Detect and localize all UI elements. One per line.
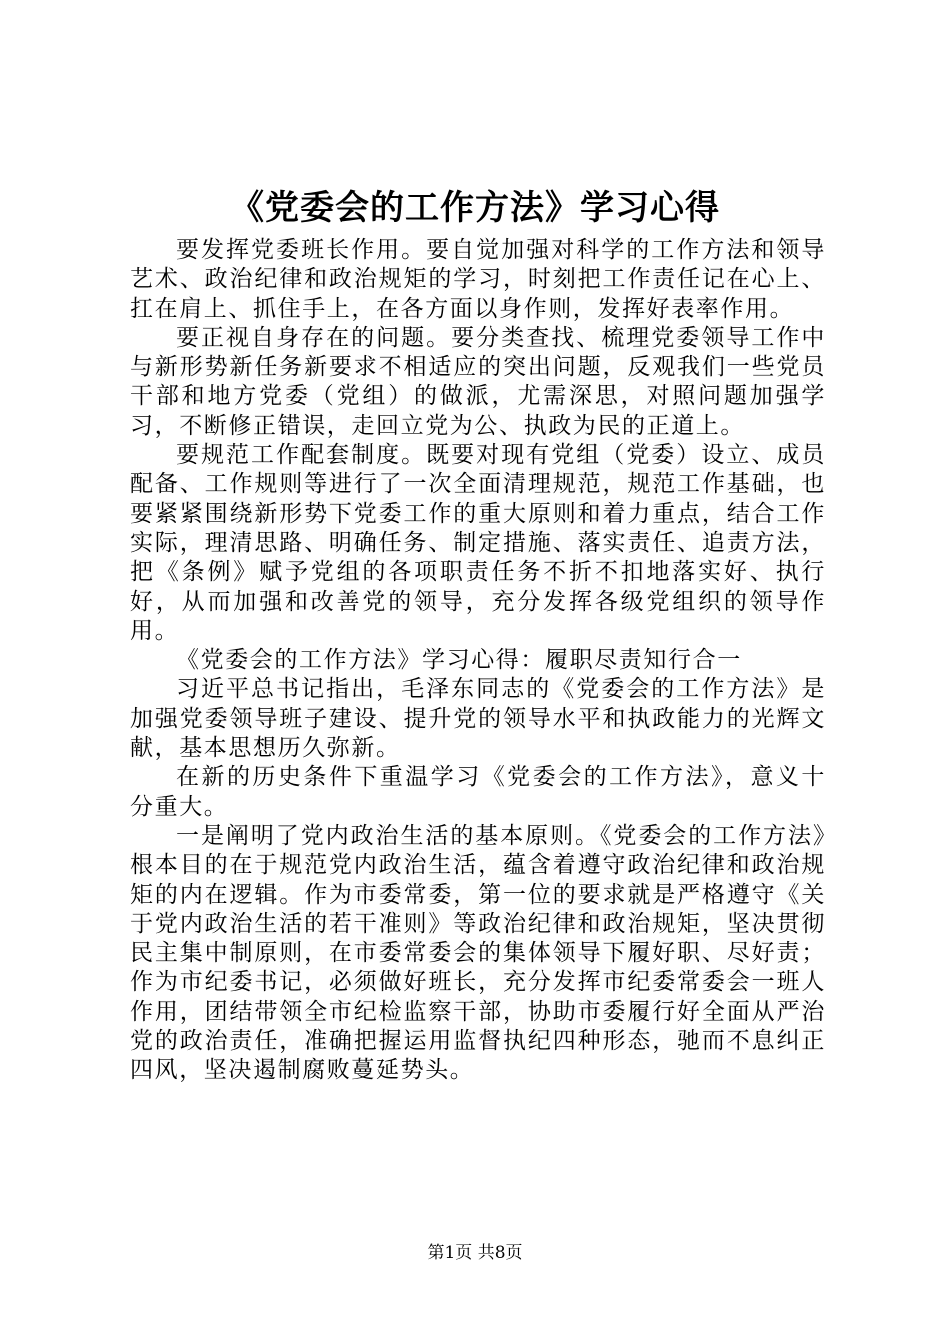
paragraph-3: 要规范工作配套制度。既要对现有党组（党委）设立、成员配备、工作规则等进行了一次全面清理规范，规范工作基础，也要紧紧围绕新形势下党委工作的重大原则和着力重点，结合工作实际，理清思路、明确任务、制定措施、落实责任、追责方法，把《条例》赋予党组的各项职责任务不折不扣地落实好、执行好，从而加强和改善党的领导，充分发挥各级党组织的领导作用。 (130, 442, 826, 644)
paragraph-5: 习近平总书记指出，毛泽东同志的《党委会的工作方法》是加强党委领导班子建设、提升党的领导水平和执政能力的光辉文献，基本思想历久弥新。 (130, 676, 826, 762)
document-title: 《党委会的工作方法》学习心得 (230, 188, 720, 228)
paragraph-6: 在新的历史条件下重温学习《党委会的工作方法》，意义十分重大。 (130, 764, 826, 820)
paragraph-2: 要正视自身存在的问题。要分类查找、梳理党委领导工作中与新形势新任务新要求不相适应的突出问题，反观我们一些党员干部和地方党委（党组）的做派，尤需深思，对照问题加强学习，不断修正错误，走回立党为公、执政为民的正道上。 (130, 324, 826, 439)
page-number-footer: 第1页 共8页 (427, 1243, 523, 1263)
document-body (130, 236, 826, 1086)
section-subtitle: 《党委会的工作方法》学习心得：履职尽责知行合一 (176, 647, 742, 674)
paragraph-1: 要发挥党委班长作用。要自觉加强对科学的工作方法和领导艺术、政治纪律和政治规矩的学习，时刻把工作责任记在心上、扛在肩上、抓住手上，在各方面以身作则，发挥好表率作用。 (130, 237, 826, 322)
paragraph-7: 一是阐明了党内政治生活的基本原则。《党委会的工作方法》根本目的在于规范党内政治生活，蕴含着遵守政治纪律和政治规矩的内在逻辑。作为市委常委，第一位的要求就是严格遵守《关于党内政治生活的若干准则》等政治纪律和政治规矩，坚决贯彻民主集中制原则，在市委常委会的集体领导下履好职、尽好责；作为市纪委书记，必须做好班长，充分发挥市纪委常委会一班人作用，团结带领全市纪检监察干部，协助市委履行好全面从严治党的政治责任，准确把握运用监督执纪四种形态，驰而不息纠正四风，坚决遏制腐败蔓延势头。 (130, 822, 826, 1084)
